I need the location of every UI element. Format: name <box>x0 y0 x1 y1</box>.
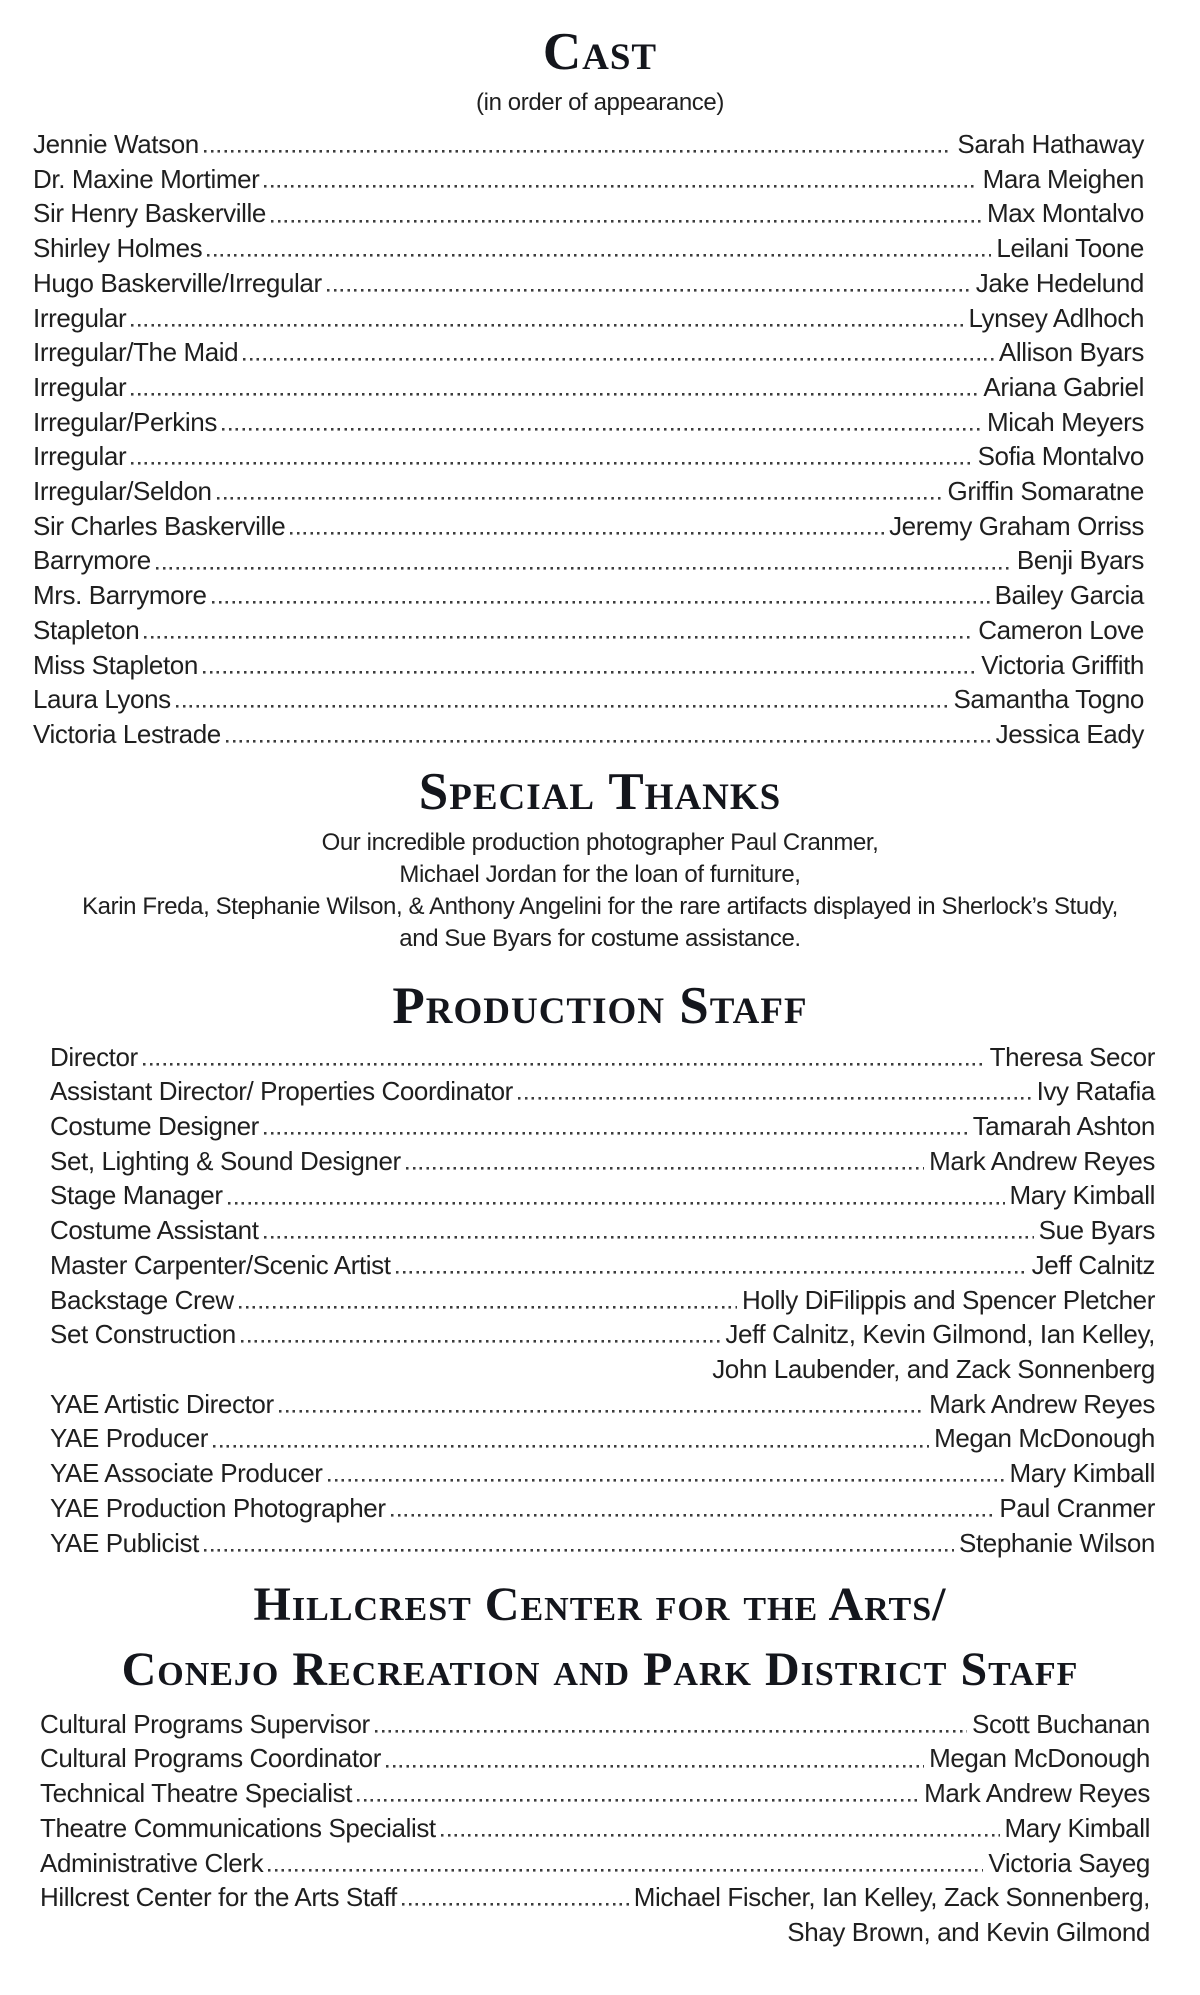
credit-role: Set Construction <box>50 1319 236 1350</box>
credit-name: Bailey Garcia <box>994 580 1144 611</box>
credit-name: Mary Kimball <box>1009 1180 1155 1211</box>
credit-name: Sarah Hathaway <box>957 129 1144 159</box>
credit-role: Costume Designer <box>50 1111 259 1142</box>
dotted-leader <box>268 1846 983 1881</box>
dotted-leader <box>207 231 991 266</box>
district-staff-title-line2: Conejo Recreation and Park District Staff <box>121 1643 1079 1697</box>
dotted-leader <box>243 335 994 370</box>
special-thanks-line: Karin Freda, Stephanie Wilson, & Anthony Angelini for the rare artifacts displayed in Sherlock’s Study, <box>82 892 1118 920</box>
credit-name: Sofia Montalvo <box>977 441 1144 472</box>
credit-row <box>40 1707 1150 1742</box>
credit-name: Mark Andrew Reyes <box>929 1388 1155 1419</box>
credit-name: Paul Cranmer <box>999 1492 1155 1523</box>
credit-role: Stage Manager <box>50 1180 223 1211</box>
credit-name: Jessica Eady <box>995 718 1144 749</box>
district-staff-section <box>0 1572 1200 1949</box>
credit-row <box>50 1109 1155 1144</box>
dotted-leader <box>217 474 943 509</box>
credit-row <box>40 1880 1150 1915</box>
credit-row <box>33 717 1144 752</box>
credit-name: Lynsey Adlhoch <box>968 302 1144 333</box>
credit-row <box>50 1491 1155 1526</box>
credit-name: Holly DiFilippis and Spencer Pletcher <box>742 1284 1155 1315</box>
credit-name: Tamarah Ashton <box>972 1111 1155 1142</box>
credit-row <box>33 439 1144 474</box>
credit-name: Mark Andrew Reyes <box>924 1778 1150 1809</box>
credit-row <box>33 231 1144 266</box>
credit-row <box>33 266 1144 301</box>
dotted-leader <box>239 1283 737 1318</box>
cast-section <box>0 23 1200 752</box>
credit-role: Irregular/Perkins <box>33 406 217 437</box>
credit-row <box>33 474 1144 509</box>
credit-name: Benji Byars <box>1016 545 1144 576</box>
credit-role: Irregular/The Maid <box>33 337 239 368</box>
cast-title: Cast <box>542 23 658 81</box>
credit-name: Michael Fischer, Ian Kelley, Zack Sonnenberg, <box>633 1882 1150 1913</box>
cast-subtitle: (in order of appearance) <box>476 89 724 116</box>
dotted-leader <box>441 1811 1000 1846</box>
credit-role: Costume Assistant <box>50 1215 259 1246</box>
credit-name: Cameron Love <box>978 614 1144 645</box>
credit-row <box>33 682 1144 717</box>
cast-list <box>0 127 1200 752</box>
credit-name: Leilani Toone <box>996 233 1144 264</box>
credit-row <box>50 1283 1155 1318</box>
dotted-leader <box>406 1144 924 1179</box>
credit-row <box>33 301 1144 336</box>
credit-row <box>50 1178 1155 1213</box>
credit-name: Stephanie Wilson <box>959 1527 1155 1558</box>
credit-row <box>50 1040 1155 1075</box>
credit-row <box>40 1846 1150 1881</box>
credit-row <box>33 127 1144 162</box>
credit-name: Max Montalvo <box>986 198 1144 229</box>
dotted-leader <box>402 1880 629 1915</box>
credit-name: Mary Kimball <box>1004 1812 1150 1843</box>
credit-row <box>33 578 1144 613</box>
special-thanks-line: Michael Jordan for the loan of furniture, <box>399 860 801 888</box>
credit-role: YAE Associate Producer <box>50 1458 323 1489</box>
credit-role: Hugo Baskerville/Irregular <box>33 267 322 298</box>
credit-row <box>33 613 1144 648</box>
credit-row <box>50 1144 1155 1179</box>
dotted-leader <box>396 1248 1027 1283</box>
credit-role: Theatre Communications Specialist <box>40 1812 436 1843</box>
dotted-leader <box>391 1491 995 1526</box>
dotted-leader <box>143 1040 985 1075</box>
credit-name-continuation: John Laubender, and Zack Sonnenberg <box>712 1353 1155 1384</box>
credit-name: Scott Buchanan <box>972 1708 1150 1739</box>
dotted-leader <box>212 578 990 613</box>
credit-name: Mary Kimball <box>1009 1458 1155 1489</box>
credit-row <box>33 370 1144 405</box>
credit-role: YAE Production Photographer <box>50 1492 386 1523</box>
credit-role: Victoria Lestrade <box>33 718 221 749</box>
credit-row <box>50 1526 1155 1561</box>
credit-name: Ivy Ratafia <box>1036 1076 1155 1107</box>
credit-row <box>50 1456 1155 1491</box>
dotted-leader <box>386 1741 924 1776</box>
production-staff-list <box>0 1040 1200 1561</box>
credit-name: Megan McDonough <box>934 1423 1155 1454</box>
district-staff-list <box>0 1707 1200 1950</box>
credit-name: Mark Andrew Reyes <box>929 1145 1155 1176</box>
dotted-leader <box>144 613 973 648</box>
credit-name: Mara Meighen <box>982 163 1144 194</box>
dotted-leader <box>204 1526 954 1561</box>
credit-name: Samantha Togno <box>953 684 1144 715</box>
dotted-leader <box>226 717 991 752</box>
credit-role: YAE Artistic Director <box>50 1388 274 1419</box>
dotted-leader <box>203 648 976 683</box>
dotted-leader <box>357 1776 919 1811</box>
credit-name: Theresa Secor <box>989 1041 1155 1072</box>
credit-row <box>50 1074 1155 1109</box>
credit-row <box>33 196 1144 231</box>
dotted-leader <box>131 439 972 474</box>
credit-role: Mrs. Barrymore <box>33 580 207 611</box>
credit-row <box>33 335 1144 370</box>
dotted-leader <box>213 1421 929 1456</box>
credit-name: Victoria Sayeg <box>988 1847 1150 1878</box>
credit-role: YAE Publicist <box>50 1527 199 1558</box>
credit-row <box>33 648 1144 683</box>
credit-row <box>33 509 1144 544</box>
dotted-leader <box>222 405 982 440</box>
credit-name: Jeff Calnitz, Kevin Gilmond, Ian Kelley, <box>725 1319 1155 1350</box>
credit-row <box>40 1776 1150 1811</box>
credit-name: Sue Byars <box>1038 1215 1155 1246</box>
dotted-leader <box>131 301 963 336</box>
credit-role: Irregular/Seldon <box>33 476 212 507</box>
credit-name: Jake Hedelund <box>975 267 1144 298</box>
credit-name: Allison Byars <box>998 337 1144 368</box>
special-thanks-lines <box>0 827 1200 955</box>
credit-role: Cultural Programs Supervisor <box>40 1708 370 1739</box>
credit-role: Irregular <box>33 302 127 333</box>
special-thanks-line: and Sue Byars for costume assistance. <box>399 924 801 952</box>
credit-row <box>50 1317 1155 1352</box>
credit-name: Megan McDonough <box>929 1743 1150 1774</box>
credit-row <box>40 1811 1150 1846</box>
credit-row <box>50 1387 1155 1422</box>
district-staff-title-line1: Hillcrest Center for the Arts/ <box>253 1578 947 1632</box>
credit-name: Victoria Griffith <box>981 649 1144 680</box>
credit-name: Micah Meyers <box>986 406 1144 437</box>
special-thanks-line: Our incredible production photographer Paul Cranmer, <box>321 828 879 856</box>
credit-role: Director <box>50 1041 138 1072</box>
production-staff-section <box>0 976 1200 1561</box>
dotted-leader <box>375 1707 967 1742</box>
credit-row <box>50 1421 1155 1456</box>
dotted-leader <box>176 682 949 717</box>
production-staff-title: Production Staff <box>392 976 808 1035</box>
credit-role: Set, Lighting & Sound Designer <box>50 1145 401 1176</box>
dotted-leader <box>279 1387 924 1422</box>
credit-role: Miss Stapleton <box>33 649 198 680</box>
dotted-leader <box>271 196 982 231</box>
credit-role: Technical Theatre Specialist <box>40 1778 353 1809</box>
dotted-leader <box>156 543 1012 578</box>
credit-role: Dr. Maxine Mortimer <box>33 163 260 194</box>
dotted-leader <box>328 1456 1005 1491</box>
credit-role: Sir Charles Baskerville <box>33 510 286 541</box>
credit-role: Shirley Holmes <box>33 233 203 264</box>
dotted-leader <box>131 370 978 405</box>
credit-role: Stapleton <box>33 614 140 645</box>
credit-role: Irregular <box>33 371 127 402</box>
credit-role: Master Carpenter/Scenic Artist <box>50 1249 391 1280</box>
credit-name: Griffin Somaratne <box>947 476 1144 507</box>
dotted-leader <box>228 1178 1005 1213</box>
dotted-leader <box>241 1317 721 1352</box>
credit-role: Irregular <box>33 441 127 472</box>
credit-role: Administrative Clerk <box>40 1847 264 1878</box>
credit-name-continuation: Shay Brown, and Kevin Gilmond <box>787 1916 1150 1947</box>
credit-role: Laura Lyons <box>33 684 171 715</box>
credit-row <box>50 1248 1155 1283</box>
dotted-leader <box>204 127 953 162</box>
credit-role: YAE Producer <box>50 1423 209 1454</box>
dotted-leader <box>264 162 977 197</box>
credit-role: Sir Henry Baskerville <box>33 198 266 229</box>
credit-row <box>40 1741 1150 1776</box>
credit-role: Hillcrest Center for the Arts Staff <box>40 1882 397 1913</box>
credit-row <box>33 162 1144 197</box>
dotted-leader <box>264 1213 1034 1248</box>
dotted-leader <box>518 1074 1032 1109</box>
district-staff-title <box>0 1572 1200 1703</box>
credit-name: Ariana Gabriel <box>983 371 1144 402</box>
credit-role: Barrymore <box>33 545 151 576</box>
credit-row <box>33 543 1144 578</box>
dotted-leader <box>264 1109 968 1144</box>
dotted-leader <box>290 509 884 544</box>
dotted-leader <box>327 266 971 301</box>
credit-name: Jeff Calnitz <box>1031 1249 1155 1280</box>
credit-row <box>50 1213 1155 1248</box>
special-thanks-section <box>0 762 1200 955</box>
credit-role: Assistant Director/ Properties Coordinator <box>50 1076 513 1107</box>
special-thanks-title: Special Thanks <box>418 762 782 821</box>
credit-role: Jennie Watson <box>33 129 199 159</box>
credit-row <box>33 405 1144 440</box>
credit-name: Jeremy Graham Orriss <box>889 510 1144 541</box>
credit-role: Cultural Programs Coordinator <box>40 1743 381 1774</box>
credit-role: Backstage Crew <box>50 1284 234 1315</box>
